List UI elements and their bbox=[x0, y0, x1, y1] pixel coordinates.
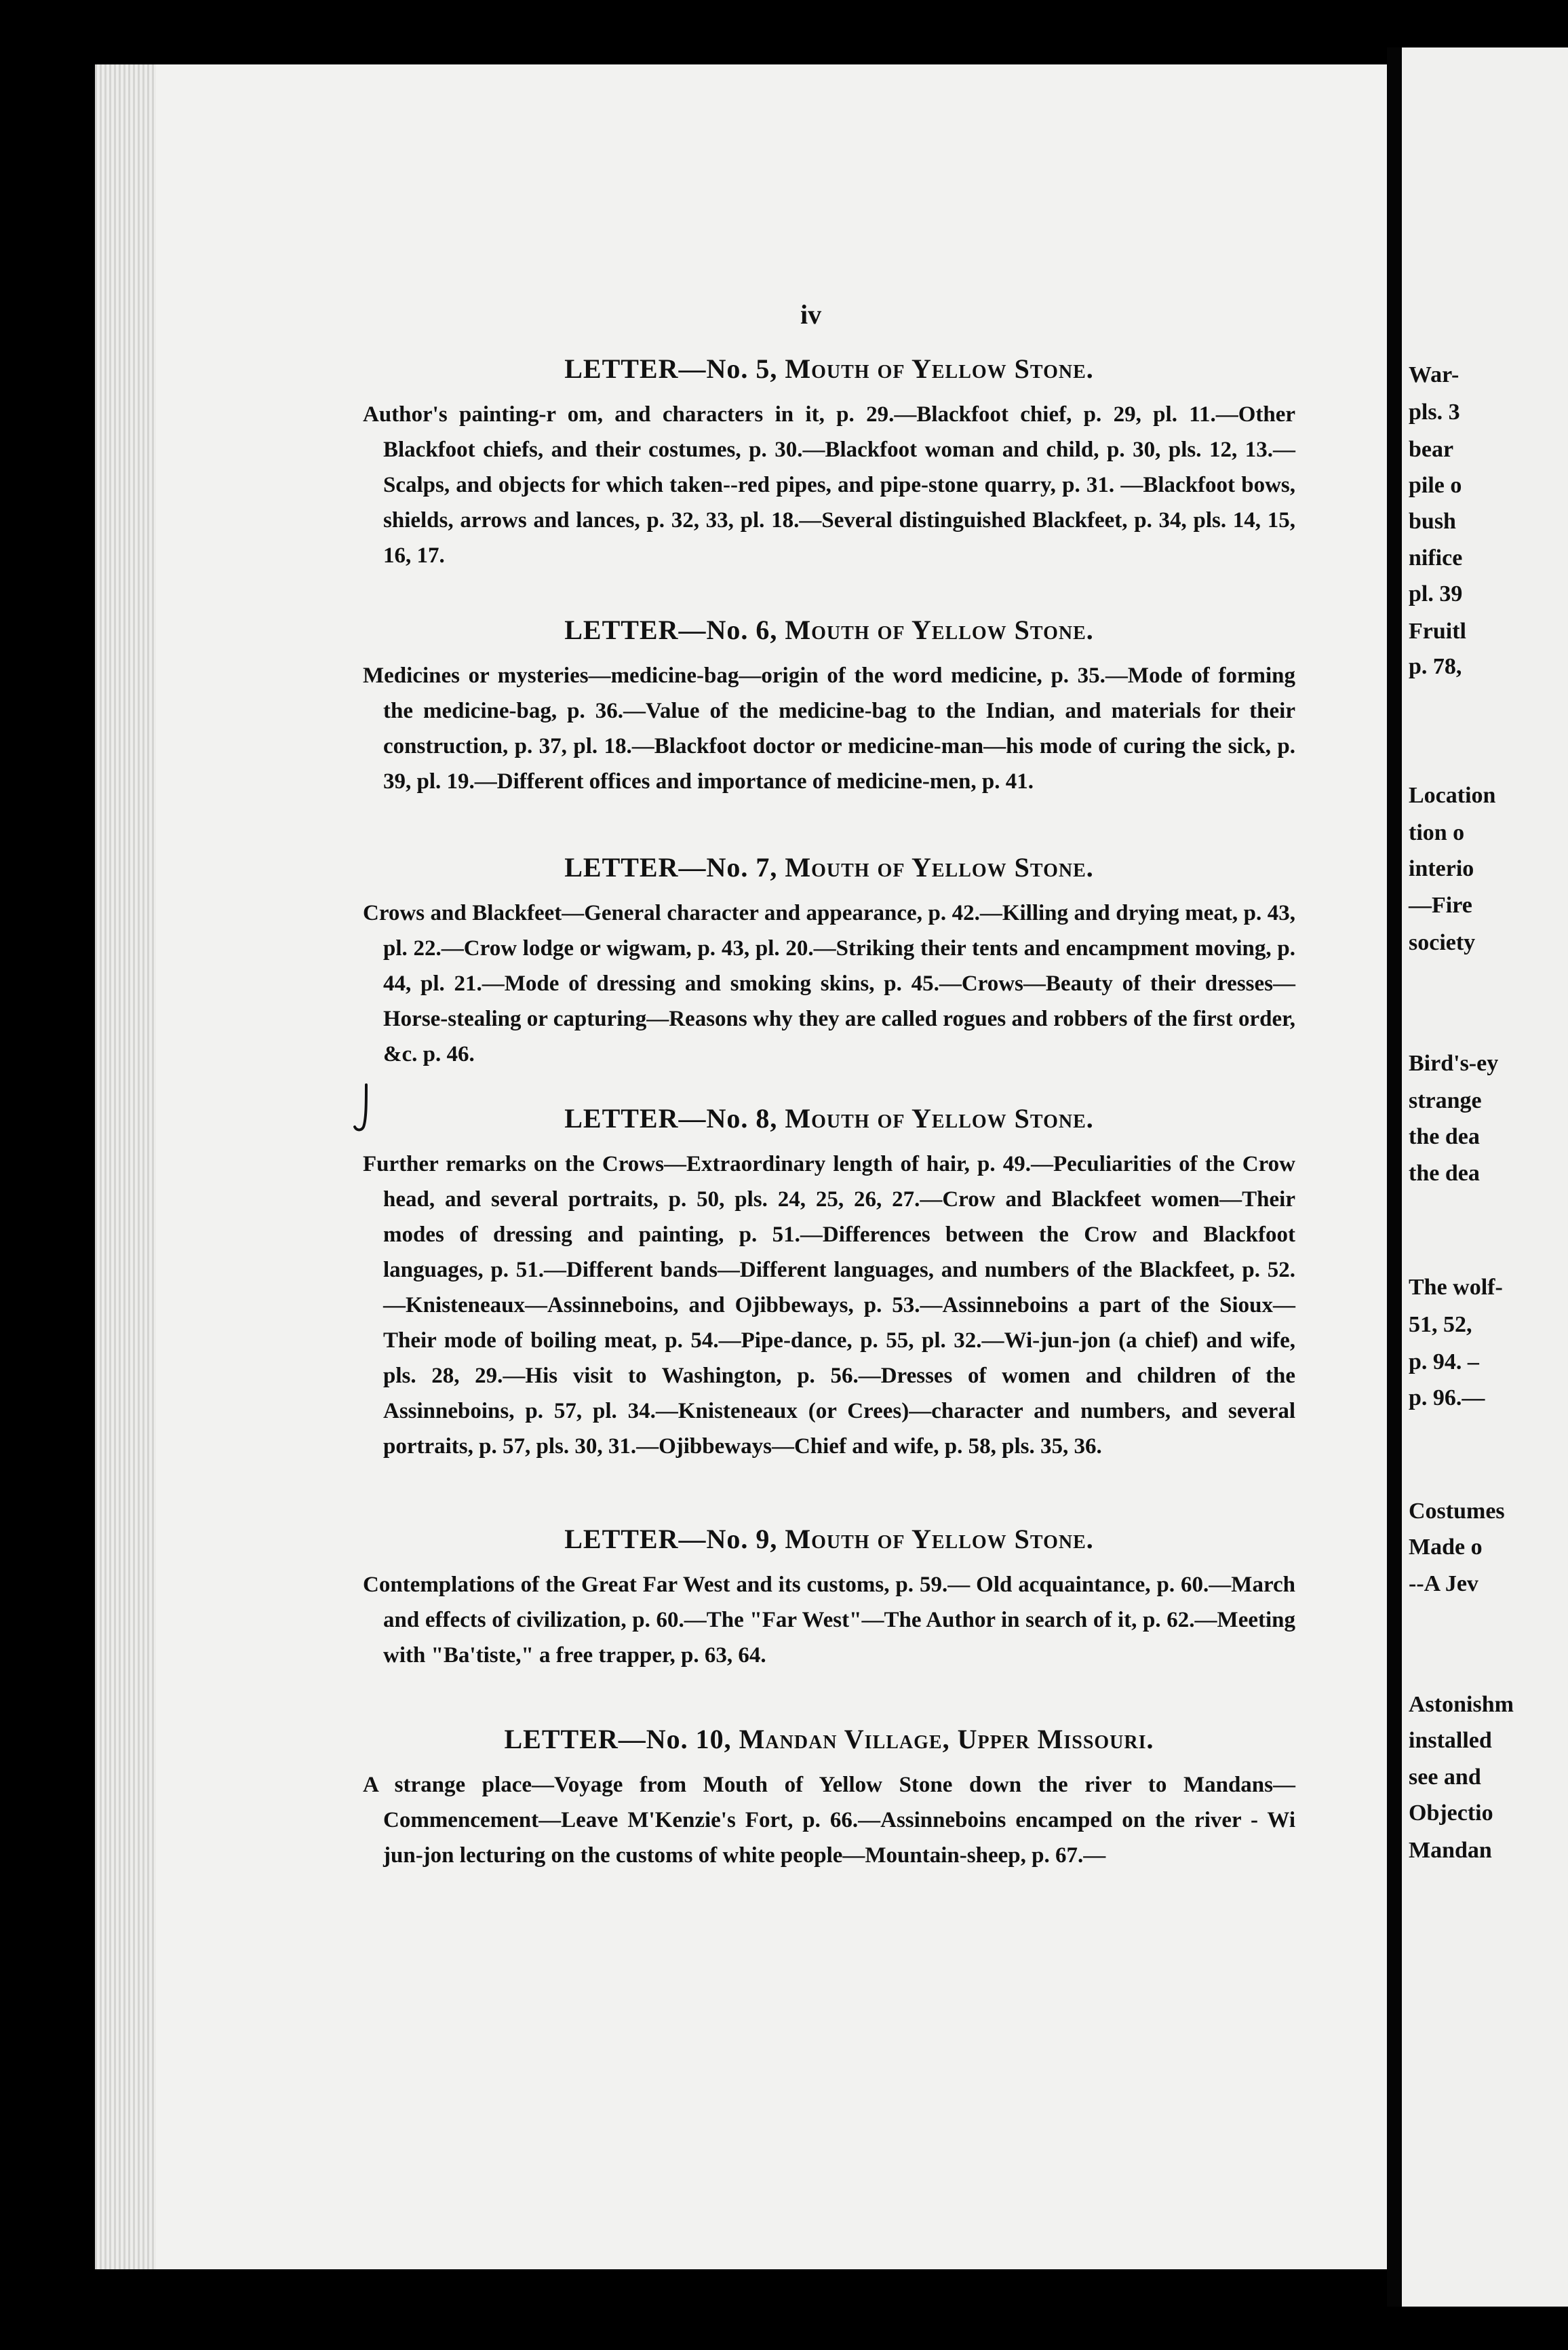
right-fragment: bear bbox=[1409, 437, 1454, 462]
section-body: Medicines or mysteries—medicine-bag—origin of the word medicine, p. 35.—Mode of forming the medicine-bag, p. 36.—Value of the medicine-bag to the Indian, and materials for their construction, p. 37, pl. 18.—Blackfoot doctor or medicine-man—his mode of curing the sick, p. 39, pl. 19.—Different offices and importance of medicine-men, p. 41. bbox=[363, 663, 1295, 794]
section-body: Contemplations of the Great Far West and its customs, p. 59.— Old acquaintance, p. 60.—March and effects of civilization, p. 60.—The "Far West"—The Author in search of it, p. 62.—Meeting with "Ba'tiste," a free trapper, p. 63, 64. bbox=[363, 1573, 1295, 1668]
heading-place: Mouth of Yellow Stone. bbox=[785, 353, 1094, 384]
section-body: A strange place—Voyage from Mouth of Yellow Stone down the river to Mandans—Commencement—Leave M'Kenzie's Fort, p. 66.—Assinneboins encamped on the river - Wi jun-jon lecturing on the customs of white people—Mountain-sheep, p. 67.— bbox=[363, 1773, 1295, 1868]
section-body: Further remarks on the Crows—Extraordinary length of hair, p. 49.—Peculiarities of the Crow head, and several portraits, p. 50, pls. 24, 25, 26, 27.—Crow and Blackfeet women—Their modes of dressing and painting, p. 51.—Differences between the Crow and Blackfoot languages, p. 51.—Different bands—Different languages, and numbers of the Blackfeet, p. 52.—Knisteneaux—Assinneboins, and Ojibbeways, p. 53.—Assinneboins a part of the Sioux—Their mode of boiling meat, p. 54.—Pipe-dance, p. 55, pl. 32.—Wi-jun-jon (a chief) and wife, pls. 28, 29.—His visit to Washington, p. 56.—Dresses of women and children of the Assinneboins, p. 57, pl. 34.—Knisteneaux (or Crees)—character and numbers, and several portraits, p. 57, pls. 30, 31.—Ojibbeways—Chief and wife, p. 58, pls. 35, 36. bbox=[363, 1152, 1295, 1459]
section-body: Crows and Blackfeet—General character and appearance, p. 42.—Killing and drying meat, p. 43, pl. 22.—Crow lodge or wigwam, p. 43, pl. 20.—Striking their tents and encampment moving, p. 44, pl. 21.—Mode of dressing and smoking skins, p. 45.—Crows—Beauty of their dresses—Horse-stealing or capturing—Reasons why they are called rogues and robbers of the first order, &c. p. 46. bbox=[363, 901, 1295, 1066]
right-fragment: 51, 52, bbox=[1409, 1312, 1472, 1337]
letter-section bbox=[363, 1102, 1295, 1464]
right-fragment: society bbox=[1409, 930, 1476, 955]
right-fragment: tion o bbox=[1409, 820, 1465, 845]
letter-section bbox=[363, 614, 1295, 799]
letter-section bbox=[363, 851, 1295, 1072]
right-fragment: pls. 3 bbox=[1409, 400, 1460, 425]
right-fragment: —Fire bbox=[1409, 893, 1472, 918]
right-fragment: bush bbox=[1409, 509, 1456, 534]
right-fragment: Location bbox=[1409, 783, 1496, 808]
heading-number: LETTER—No. 8, bbox=[564, 1103, 778, 1134]
section-heading bbox=[363, 614, 1295, 646]
right-fragment: Costumes bbox=[1409, 1499, 1505, 1524]
right-fragment: p. 78, bbox=[1409, 654, 1462, 679]
right-fragment: Made o bbox=[1409, 1535, 1483, 1560]
right-fragment: nifice bbox=[1409, 545, 1463, 571]
right-fragment: the dea bbox=[1409, 1124, 1480, 1149]
section-heading bbox=[363, 1723, 1295, 1755]
right-fragment: Bird's-ey bbox=[1409, 1051, 1499, 1076]
right-fragment: strange bbox=[1409, 1088, 1482, 1113]
heading-place: Mouth of Yellow Stone. bbox=[785, 1524, 1094, 1554]
letter-section bbox=[363, 1523, 1295, 1673]
right-fragment: pl. 39 bbox=[1409, 581, 1463, 606]
right-fragment: pile o bbox=[1409, 473, 1462, 498]
heading-number: LETTER—No. 7, bbox=[564, 852, 778, 883]
right-fragment: p. 94. – bbox=[1409, 1349, 1479, 1374]
heading-place: Mouth of Yellow Stone. bbox=[785, 852, 1094, 883]
right-fragment: Astonishm bbox=[1409, 1692, 1514, 1717]
heading-number: LETTER—No. 10, bbox=[504, 1724, 732, 1754]
right-page bbox=[1402, 47, 1568, 2307]
heading-place: Mandan Village, Upper Missouri. bbox=[739, 1724, 1154, 1754]
page-edge bbox=[95, 64, 156, 2269]
right-fragment: War- bbox=[1409, 362, 1459, 387]
right-fragment: Fruitl bbox=[1409, 619, 1466, 644]
right-fragment: Mandan bbox=[1409, 1838, 1492, 1863]
heading-number: LETTER—No. 6, bbox=[564, 615, 778, 645]
right-fragment: the dea bbox=[1409, 1161, 1480, 1186]
section-heading bbox=[363, 1523, 1295, 1555]
letter-section bbox=[363, 353, 1295, 573]
heading-number: LETTER—No. 9, bbox=[564, 1524, 778, 1554]
section-heading bbox=[363, 353, 1295, 385]
right-fragment: The wolf- bbox=[1409, 1275, 1503, 1300]
right-fragment: p. 96.— bbox=[1409, 1385, 1485, 1410]
right-fragment: --A Jev bbox=[1409, 1571, 1478, 1596]
letter-section bbox=[363, 1723, 1295, 1873]
heading-place: Mouth of Yellow Stone. bbox=[785, 615, 1094, 645]
book-gutter bbox=[1387, 47, 1402, 2307]
heading-place: Mouth of Yellow Stone. bbox=[785, 1103, 1094, 1134]
page-number: iv bbox=[800, 299, 822, 330]
section-body: Author's painting-r om, and characters in it, p. 29.—Blackfoot chief, p. 29, pl. 11.—Other Blackfoot chiefs, and their costumes, p. 30.—Blackfoot woman and child, p. 30, pls. 12, 13.—Scalps, and objects for which taken--red pipes, and pipe-stone quarry, p. 31. —Blackfoot bows, shields, arrows and lances, p. 32, 33, pl. 18.—Several distinguished Blackfeet, p. 34, pls. 14, 15, 16, 17. bbox=[363, 402, 1295, 568]
right-fragment: interio bbox=[1409, 856, 1474, 881]
heading-number: LETTER—No. 5, bbox=[564, 353, 778, 384]
section-heading bbox=[363, 851, 1295, 883]
section-heading bbox=[363, 1102, 1295, 1134]
right-fragment: Objectio bbox=[1409, 1800, 1493, 1826]
right-fragment: installed bbox=[1409, 1728, 1492, 1753]
right-fragment: see and bbox=[1409, 1765, 1481, 1790]
